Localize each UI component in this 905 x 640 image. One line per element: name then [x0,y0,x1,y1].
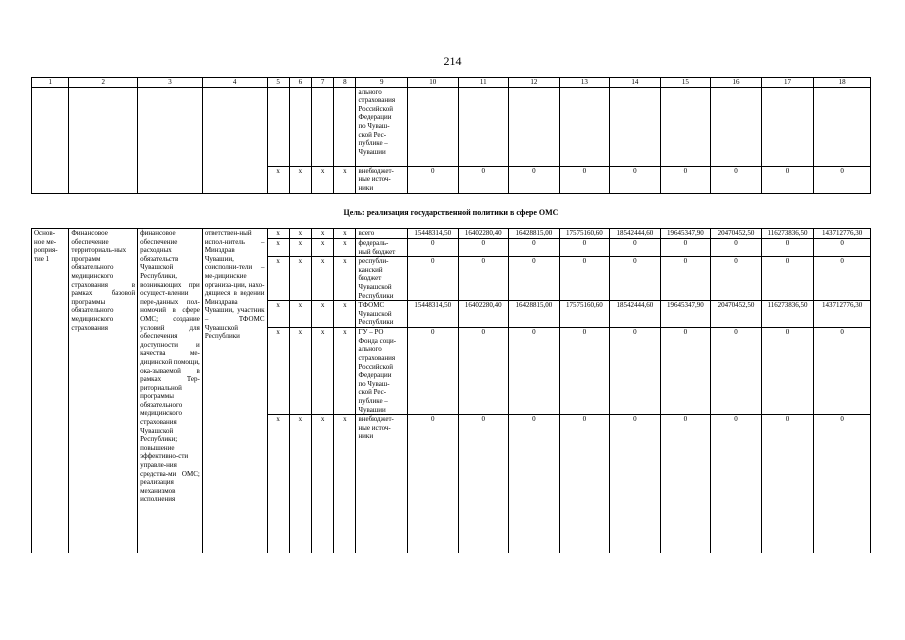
x-mark: х [334,229,356,239]
x-mark: х [289,257,311,301]
value-cell: 0 [610,166,661,193]
value-cell: 0 [509,328,560,415]
value-cell: 0 [407,239,458,257]
goal-title: Цель: реализация государственной политики в сфере ОМС [343,208,559,217]
x-mark: х [267,328,289,415]
value-cell: 20470452,50 [711,301,762,328]
value-cell: 0 [559,415,610,554]
x-mark: х [311,166,333,193]
x-mark: х [289,301,311,328]
value-cell: 0 [610,328,661,415]
value-cell: 0 [711,239,762,257]
header-cell: 14 [610,78,661,88]
x-mark: х [267,166,289,193]
empty-cell [311,87,333,166]
value-cell: 18542444,60 [610,229,661,239]
value-cell: 0 [458,257,509,301]
empty-cell [509,87,560,166]
empty-cell [610,87,661,166]
value-cell: 143712776,30 [814,229,871,239]
x-mark: х [267,239,289,257]
value-cell: 19645347,90 [660,301,711,328]
value-cell: 16428815,00 [509,301,560,328]
funding-source: ального страхования Российской Федерации по Чуваш- ской Рес- публике – Чувашии [358,87,396,156]
header-row [32,78,871,88]
header-cell: 16 [711,78,762,88]
value-cell: 0 [610,239,661,257]
empty-cell [458,87,509,166]
value-cell: 20470452,50 [711,229,762,239]
value-cell: 16402280,40 [458,229,509,239]
table-row [32,87,871,166]
header-cell: 12 [509,78,560,88]
value-cell: 0 [407,328,458,415]
value-cell: 0 [559,328,610,415]
value-cell: 0 [559,166,610,193]
empty-cell [761,87,814,166]
x-mark: х [289,415,311,554]
x-mark: х [334,166,356,193]
x-mark: х [334,301,356,328]
header-cell: 7 [311,78,333,88]
empty-cell [660,87,711,166]
funding-source: внебюджет- ные источ- ники [358,166,394,192]
header-cell: 2 [69,78,138,88]
value-cell: 18542444,60 [610,301,661,328]
value-cell: 15448314,50 [407,301,458,328]
value-cell: 16402280,40 [458,301,509,328]
funding-source: федераль- ный бюджет [358,239,396,256]
value-cell: 17575160,60 [559,301,610,328]
header-cell: 5 [267,78,289,88]
value-cell: 0 [407,166,458,193]
value-cell: 116273836,50 [761,229,814,239]
x-mark: х [334,257,356,301]
empty-cell [69,87,138,193]
value-cell: 0 [509,257,560,301]
activity-description: финансовое обеспечение расходных обязательств Чувашской Республики, возникающих при осущест-влении пере-данных пол-номочий в сфере ОМС; создание условий для обеспечения доступности и качества ме-дицинской помощи, ока-зываемой в рамках Тер-риториальной программы обязательного медицинского страхования Чувашской Республики; повышение эффективно-сти управле-ния средства-ми ОМС; реализация механизмов исполнения [138,229,203,554]
header-cell: 3 [138,78,203,88]
x-mark: х [289,239,311,257]
activity-name: Финансовое обеспечение территориаль-ных программ обязательного медицинского страхования в рамках базовой программы обязательного медицинского страхования [69,229,138,554]
x-mark: х [311,239,333,257]
value-cell: 0 [761,166,814,193]
empty-cell [289,87,311,166]
x-mark: х [267,257,289,301]
header-cell: 6 [289,78,311,88]
value-cell: 0 [660,328,711,415]
value-cell: 16428815,00 [509,229,560,239]
value-cell: 0 [660,415,711,554]
value-cell: 0 [407,415,458,554]
value-cell: 143712776,30 [814,301,871,328]
header-cell: 8 [334,78,356,88]
x-mark: х [311,257,333,301]
empty-cell [202,87,267,193]
value-cell: 0 [559,239,610,257]
value-cell: 0 [814,239,871,257]
empty-cell [711,87,762,166]
continuation-table [31,77,871,194]
value-cell: 0 [761,257,814,301]
value-cell: 0 [610,415,661,554]
value-cell: 0 [761,239,814,257]
value-cell: 0 [610,257,661,301]
value-cell: 0 [458,239,509,257]
value-cell: 0 [660,257,711,301]
value-cell: 17575160,60 [559,229,610,239]
header-cell: 17 [761,78,814,88]
value-cell: 0 [559,257,610,301]
value-cell: 0 [711,415,762,554]
x-mark: х [334,328,356,415]
value-cell: 0 [660,239,711,257]
x-mark: х [267,229,289,239]
value-cell: 0 [458,166,509,193]
empty-cell [267,87,289,166]
x-mark: х [311,301,333,328]
value-cell: 116273836,50 [761,301,814,328]
value-cell: 0 [761,328,814,415]
activity-executors: ответствен-ный испол-нитель – Минздрав Чувашии, соисполни-тели – ме-дицинские организа-ции, нахо-дящиеся в ведении Минздрава Чувашии, участник – ТФОМС Чувашской Республики [202,229,267,554]
value-cell: 0 [711,166,762,193]
empty-cell [814,87,871,166]
empty-cell [138,87,203,193]
value-cell: 0 [509,415,560,554]
empty-cell [559,87,610,166]
x-mark: х [267,301,289,328]
value-cell: 0 [660,166,711,193]
x-mark: х [311,229,333,239]
header-cell: 4 [202,78,267,88]
empty-cell [334,87,356,166]
activity-table [31,228,871,553]
x-mark: х [289,328,311,415]
empty-cell [407,87,458,166]
value-cell: 0 [814,166,871,193]
value-cell: 0 [509,239,560,257]
x-mark: х [289,229,311,239]
page-number: 214 [443,54,462,68]
funding-source: республи- канский бюджет Чувашской Республики [358,257,394,300]
x-mark: х [334,239,356,257]
value-cell: 0 [711,328,762,415]
funding-source: всего [358,229,375,237]
header-cell: 9 [356,78,408,88]
header-cell: 15 [660,78,711,88]
value-cell: 0 [814,415,871,554]
header-cell: 11 [458,78,509,88]
header-cell: 18 [814,78,871,88]
value-cell: 0 [458,415,509,554]
value-cell: 0 [458,328,509,415]
value-cell: 0 [407,257,458,301]
value-cell: 0 [814,257,871,301]
table-row [32,229,871,239]
funding-source: внебюджет- ные источ- ники [358,415,394,441]
value-cell: 0 [761,415,814,554]
x-mark: х [334,415,356,554]
header-cell: 10 [407,78,458,88]
x-mark: х [311,415,333,554]
value-cell: 19645347,90 [660,229,711,239]
value-cell: 0 [814,328,871,415]
value-cell: 0 [711,257,762,301]
value-cell: 0 [509,166,560,193]
header-cell: 13 [559,78,610,88]
header-cell: 1 [32,78,69,88]
funding-source: ГУ – РО Фонда соци- ального страхования Российской Федерации по Чуваш- ской Рес- публике – Чувашии [358,328,397,414]
activity-label: Основ- ное ме- роприя- тие 1 [34,229,58,263]
funding-source: ТФОМС Чувашской Республики [358,301,394,327]
x-mark: х [311,328,333,415]
value-cell: 15448314,50 [407,229,458,239]
empty-cell [32,87,69,193]
x-mark: х [267,415,289,554]
x-mark: х [289,166,311,193]
